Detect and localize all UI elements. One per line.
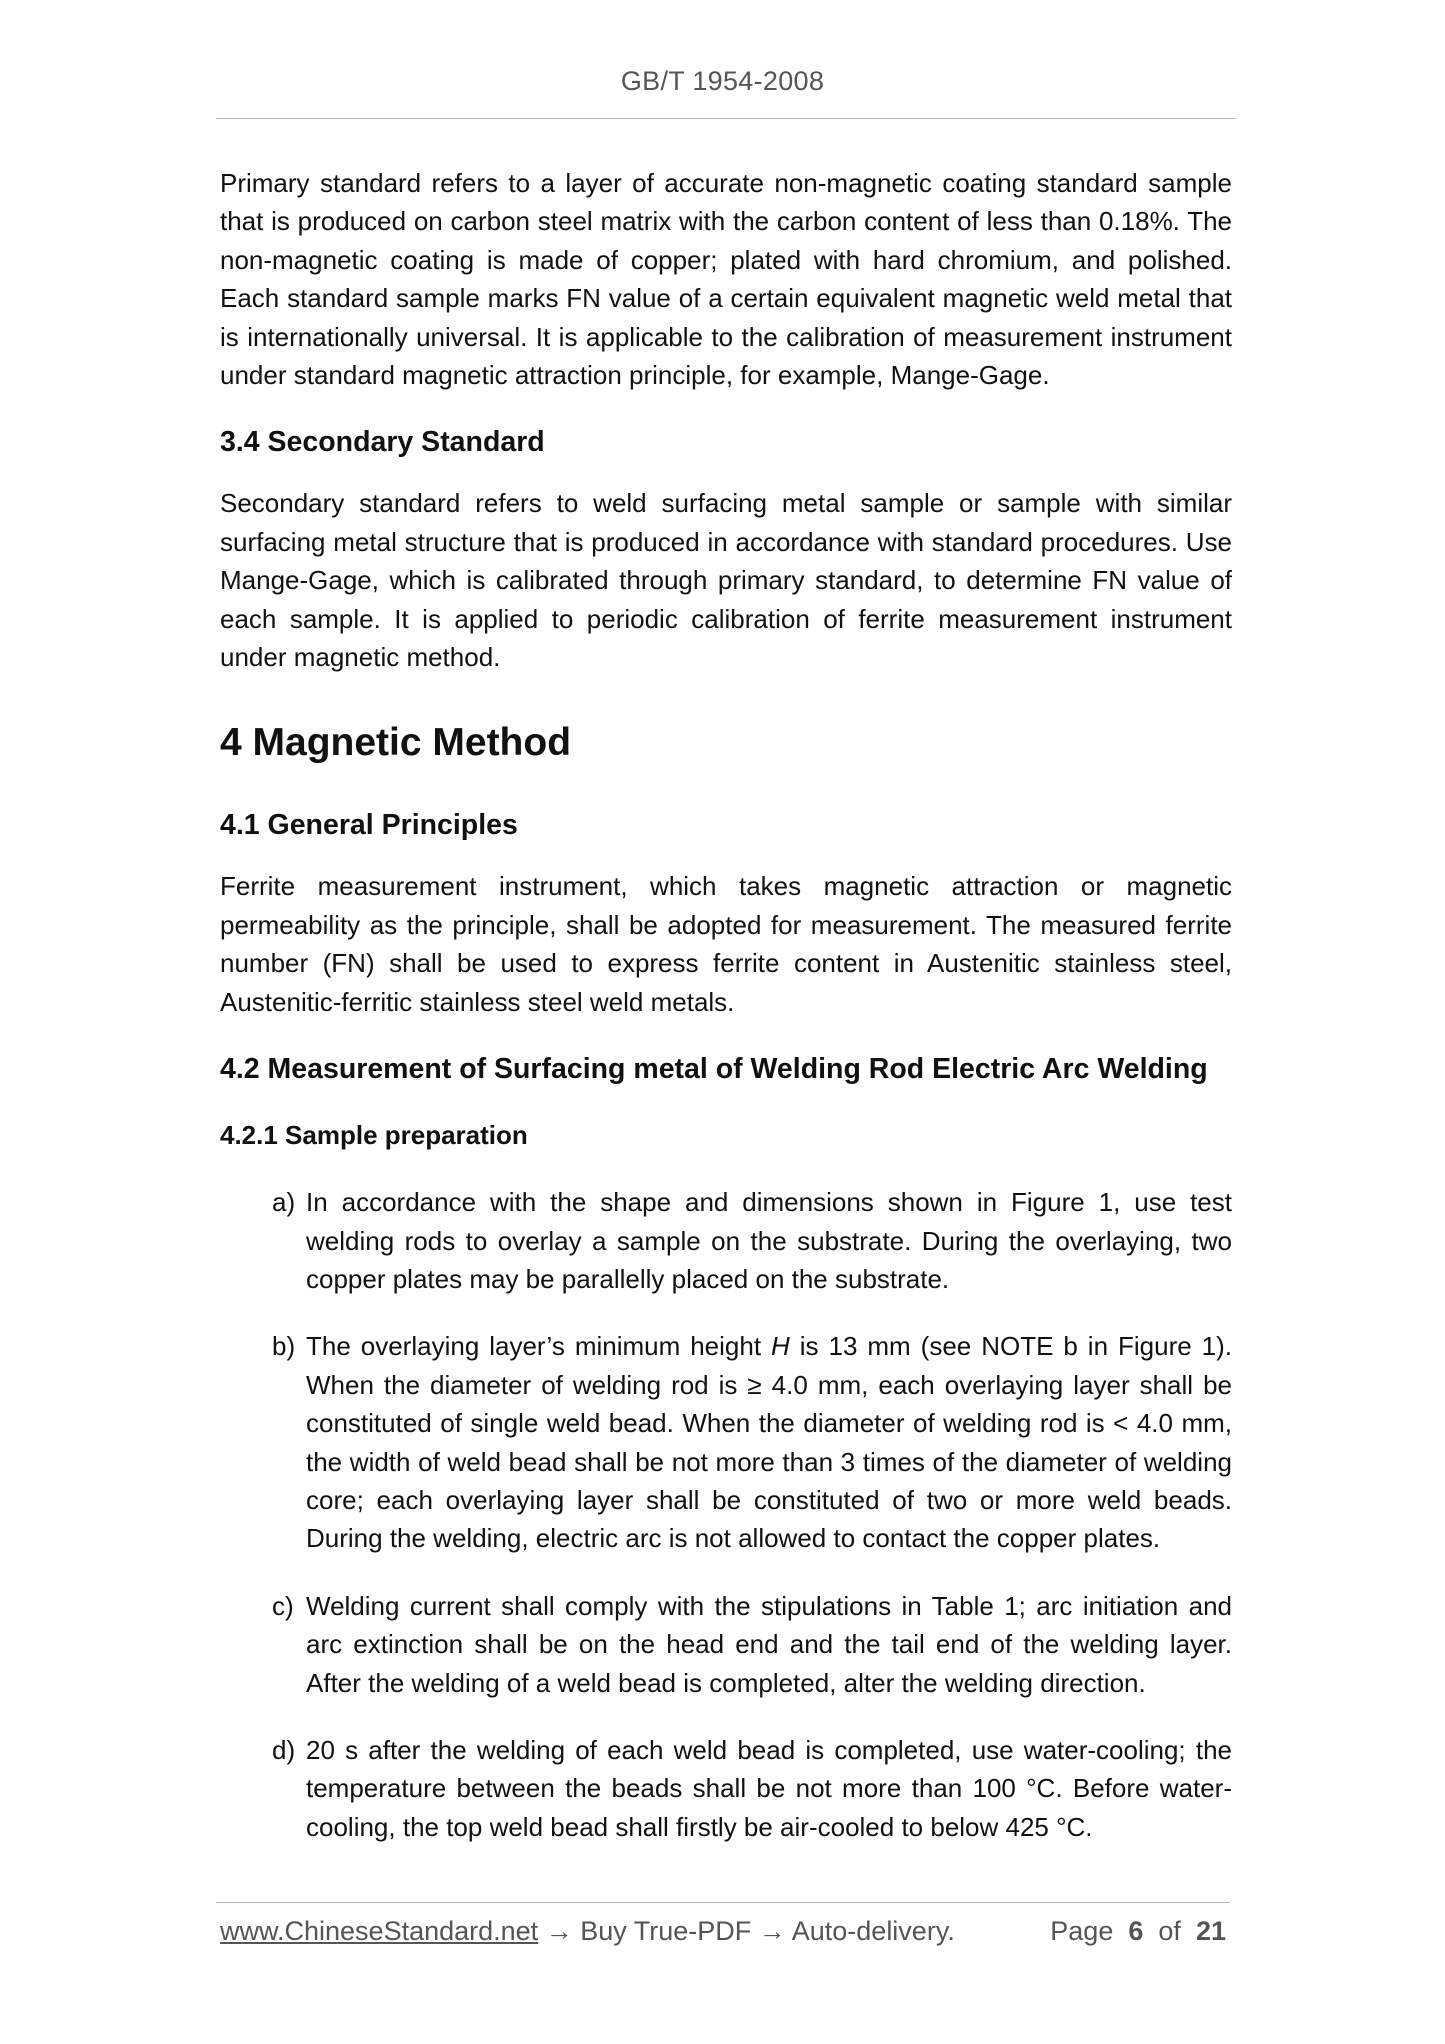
- heading-4-2-1: 4.2.1 Sample preparation: [220, 1120, 528, 1151]
- heading-4-1: 4.1 General Principles: [220, 809, 518, 842]
- list-item-b: [272, 1327, 1232, 1557]
- intro-paragraph: Primary standard refers to a layer of accurate non-magnetic coating standard sample that is produced on carbon steel matrix with the carbon content of less than 0.18%. The non-magnetic coating is made of copper; plated with hard chromium, and polished. Each standard sample marks FN value of a certain equivalent magnetic weld metal that is internationally universal. It is applicable to the calibration of measurement instrument under standard magnetic attraction principle, for example, Mange-Gage.: [220, 168, 1232, 391]
- list-item-c: [272, 1587, 1232, 1702]
- item-label: b): [272, 1331, 296, 1362]
- item-text: 20 s after the welding of each weld bead is completed, use water-cooling; the temperature between the beads shall be not more than 100 °C. Before water-cooling, the top weld bead shall firstly be air-cooled to below 425 °C.: [306, 1734, 1232, 1842]
- item-label: a): [272, 1187, 296, 1218]
- heading-4: 4 Magnetic Method: [220, 721, 572, 765]
- heading-3-4: 3.4 Secondary Standard: [220, 426, 545, 459]
- item-text-before: The overlaying layer’s minimum height: [306, 1331, 772, 1362]
- footer-promo: [220, 1916, 955, 1947]
- page-number: [1050, 1916, 1226, 1947]
- paragraph-4-1: Ferrite measurement instrument, which takes magnetic attraction or magnetic permeability as the principle, shall be adopted for measurement. The measured ferrite number (FN) shall be used to express ferrite content in Austenitic stainless steel, Austenitic-ferritic stainless steel weld metals.: [220, 871, 1232, 1017]
- current-page: 6: [1128, 1916, 1144, 1946]
- footer-divider: [216, 1902, 1230, 1903]
- promo-text: → Buy True-PDF → Auto-delivery.: [538, 1916, 955, 1946]
- total-pages: 21: [1195, 1916, 1226, 1946]
- document-body: [220, 164, 1232, 1846]
- page-word: Page: [1050, 1916, 1114, 1946]
- page-header: GB/T 1954-2008: [620, 66, 825, 96]
- item-label: d): [272, 1734, 296, 1765]
- list-item-a: [272, 1183, 1232, 1298]
- height-symbol: H: [771, 1331, 790, 1362]
- of-word: of: [1158, 1916, 1181, 1946]
- page-footer: [220, 1916, 1226, 1956]
- paragraph-3-4: Secondary standard refers to weld surfacing metal sample or sample with similar surfacing metal structure that is produced in accordance with standard procedures. Use Mange-Gage, which is calibrated through primary standard, to determine FN value of each sample. It is applied to periodic calibration of ferrite measurement instrument under magnetic method.: [220, 488, 1232, 673]
- item-text: In accordance with the shape and dimensions shown in Figure 1, use test welding rods to overlay a sample on the substrate. During the overlaying, two copper plates may be parallelly placed on the substrate.: [306, 1187, 1232, 1294]
- item-label: c): [272, 1590, 294, 1621]
- website-link[interactable]: www.ChineseStandard.net: [220, 1916, 539, 1946]
- list-item-d: [272, 1731, 1232, 1846]
- heading-4-2: 4.2 Measurement of Surfacing metal of Welding Rod Electric Arc Welding: [220, 1053, 1208, 1086]
- item-text-after: is 13 mm (see NOTE b in Figure 1). When the diameter of welding rod is ≥ 4.0 mm, each overlaying layer shall be constituted of single weld bead. When the diameter of welding rod is < 4.0 mm, the width of weld bead shall be not more than 3 times of the diameter of welding core; each overlaying layer shall be constituted of two or more weld beads. During the welding, electric arc is not allowed to contact the copper plates.: [306, 1331, 1233, 1554]
- sample-preparation-list: [272, 1183, 1232, 1846]
- item-text: Welding current shall comply with the stipulations in Table 1; arc initiation and arc extinction shall be on the head end and the tail end of the welding layer. After the welding of a weld bead is completed, alter the welding direction.: [306, 1590, 1232, 1698]
- header-divider: [216, 118, 1236, 119]
